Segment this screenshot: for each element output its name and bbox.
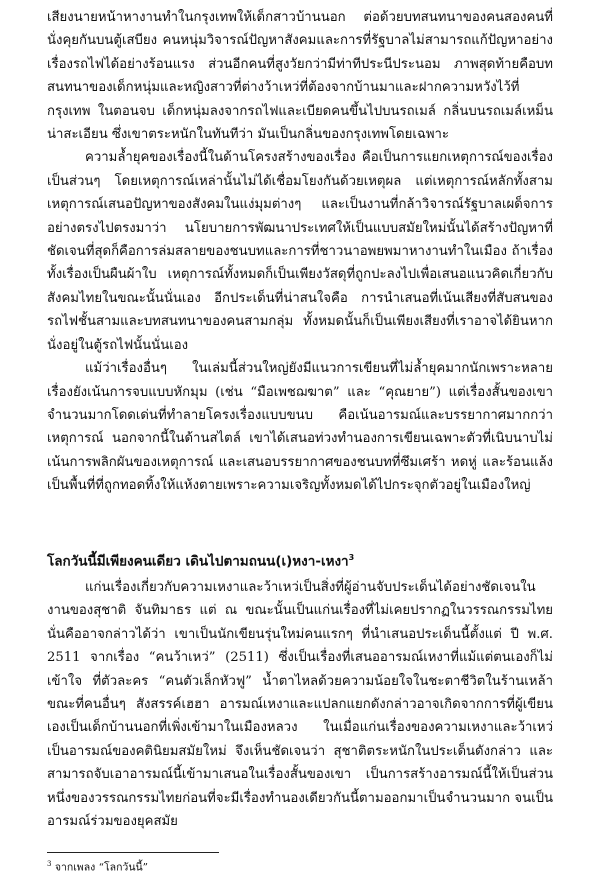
body-text-top [47,6,553,498]
paragraph-continuation: เสียงนายหน้าหางานทำในกรุงเทพให้เด็กสาวบ้านนอก ต่อด้วยบทสนทนาของคนสองคนที่นั่งคุยกันบนตู้เสบียง คนหนุ่มวิจารณ์ปัญหาสังคมและการที่รัฐบาลไม่สามารถแก้ปัญหาอย่างเรื่องรถไฟได้อย่างร้อนแรง ส่วนอีกคนที่สูงวัยกว่ามีท่าทีประนีประนอม ภาพสุดท้ายคือบทสนทนาของเด็กหนุ่มและหญิงสาวที่ต่างว้าเหว่ที่ต้องจากบ้านมาและฝากความหวังไว้ที่กรุงเทพ ในตอนจบ เด็กหนุ่มลงจากรถไฟและเบียดคนขึ้นไปบนรถเมล์ กลิ่นบนรถเมล์เหม็นน่าสะเอียน ซึ่งเขาตระหนักในทันทีว่า มันเป็นกลิ่นของกรุงเทพโดยเฉพาะ [47,10,553,143]
section-heading-text: โลกวันนี้มีเพียงคนเดียว เดินไปตามถนน(เ)หงา-เหงา [47,553,349,570]
body-text-bottom [47,576,553,833]
paragraph-structure: ความล้ำยุคของเรื่องนี้ในด้านโครงสร้างของเรื่อง คือเป็นการแยกเหตุการณ์ของเรื่องเป็นส่วนๆ โดยเหตุการณ์เหล่านั้นไม่ได้เชื่อมโยงกันด้วยเหตุผล แต่เหตุการณ์หลักทั้งสามเหตุการณ์เสนอปัญหาของสังคมในแง่มุมต่างๆ และเป็นงานที่กล้าวิจารณ์รัฐบาลเผด็จการอย่างตรงไปตรงมาว่า นโยบายการพัฒนาประเทศให้เป็นแบบสมัยใหม่นั้นได้สร้างปัญหาที่ชัดเจนที่สุดก็คือการล่มสลายของชนบทและการที่ชาวนาอพยพมาหางานทำในเมือง ถ้าเรื่องทั้งเรื่องเป็นผืนผ้าใบ เหตุการณ์ทั้งหมดก็เป็นเพียงวัสดุที่ถูกปะลงไปเพื่อเสนอแนวคิดเกี่ยวกับสังคมไทยในขณะนั้นนั่นเอง อีกประเด็นที่น่าสนใจคือ การนำเสนอที่เน้นเสียงที่สับสนของรถไฟชั้นสามและบทสนทนาของคนสามกลุ่ม ทั้งหมดนั้นก็เป็นเพียงเสียงที่เราอาจได้ยินหากนั่งอยู่ในตู้รถไฟนั้นนั่นเอง [47,150,553,353]
paragraph-loneliness-theme: แก่นเรื่องเกี่ยวกับความเหงาและว้าเหว่เป็นสิ่งที่ผู้อ่านจับประเด็นได้อย่างชัดเจนในงานของสุชาติ จันทิมาธร แต่ ณ ขณะนั้นเป็นแก่นเรื่องที่ไม่เคยปรากฏในวรรณกรรมไทย นั่นคืออาจกล่าวได้ว่า เขาเป็นนักเขียนรุ่นใหม่คนแรกๆ ที่นำเสนอประเด็นนี้ตั้งแต่ ปี พ.ศ. 2511 จากเรื่อง “คนว้าเหว่” (2511) ซึ่งเป็นเรื่องที่เสนออารมณ์เหงาที่แม้แต่ตนเองก็ไม่เข้าใจ ที่ตัวละคร “คนตัวเล็กหัวฟู” น้ำตาไหลด้วยความน้อยใจในชะตาชีวิตในร้านเหล้า ขณะที่คนอื่นๆ สังสรรค์เฮฮา อารมณ์เหงาและแปลกแยกดังกล่าวอาจเกิดจากการที่ผู้เขียนเองเป็นเด็กบ้านนอกที่เพิ่งเข้ามาในเมืองหลวง ในเมื่อแก่นเรื่องของความเหงาและว้าเหว่เป็นอารมณ์ของคตินิยมสมัยใหม่ จึงเห็นชัดเจนว่า สุชาติตระหนักในประเด็นดังกล่าว และสามารถจับเอาอารมณ์นี้เข้ามาเสนอในเรื่องสั้นของเขา เป็นการสร้างอารมณ์นี้ให้เป็นส่วนหนึ่งของวรรณกรรมไทยก่อนที่จะมีเรื่องทำนองเดียวกันนี้ตามออกมาเป็นจำนวนมาก จนเป็นอารมณ์ร่วมของยุคสมัย [47,580,553,830]
footnote-ref: 3 [348,553,355,562]
footnote-text: จากเพลง “โลกวันนี้” [54,861,149,874]
section-heading [47,548,553,572]
footnote-divider [47,852,219,853]
footnote-number: 3 [47,860,52,868]
footnote [47,857,148,875]
paragraph-other-stories: แม้ว่าเรื่องอื่นๆ ในเล่มนี้ส่วนใหญ่ยังมีแนวการเขียนที่ไม่ล้ำยุคมากนักเพราะหลายเรื่องยังเน้นการจบแบบหักมุม (เช่น “มือเพชฌฆาต” และ “คุณยาย”) แต่เรื่องสั้นของเขาจำนวนมากโดดเด่นที่ทำลายโครงเรื่องแบบขนบ คือเน้นอารมณ์และบรรยากาศมากกว่าเหตุการณ์ นอกจากนี้ในด้านสไตล์ เขาได้เสนอท่วงทำนองการเขียนเฉพาะตัวที่เนิบนาบไม่เน้นการพลิกผันของเหตุการณ์ และเสนอบรรยากาศของชนบทที่ซึมเศร้า หดหู่ และร้อนแล้ง เป็นพื้นที่ที่ถูกทอดทิ้งให้แห้งตายเพราะความเจริญทั้งหมดได้ไปกระจุกตัวอยู่ในเมืองใหญ่ [47,361,553,494]
